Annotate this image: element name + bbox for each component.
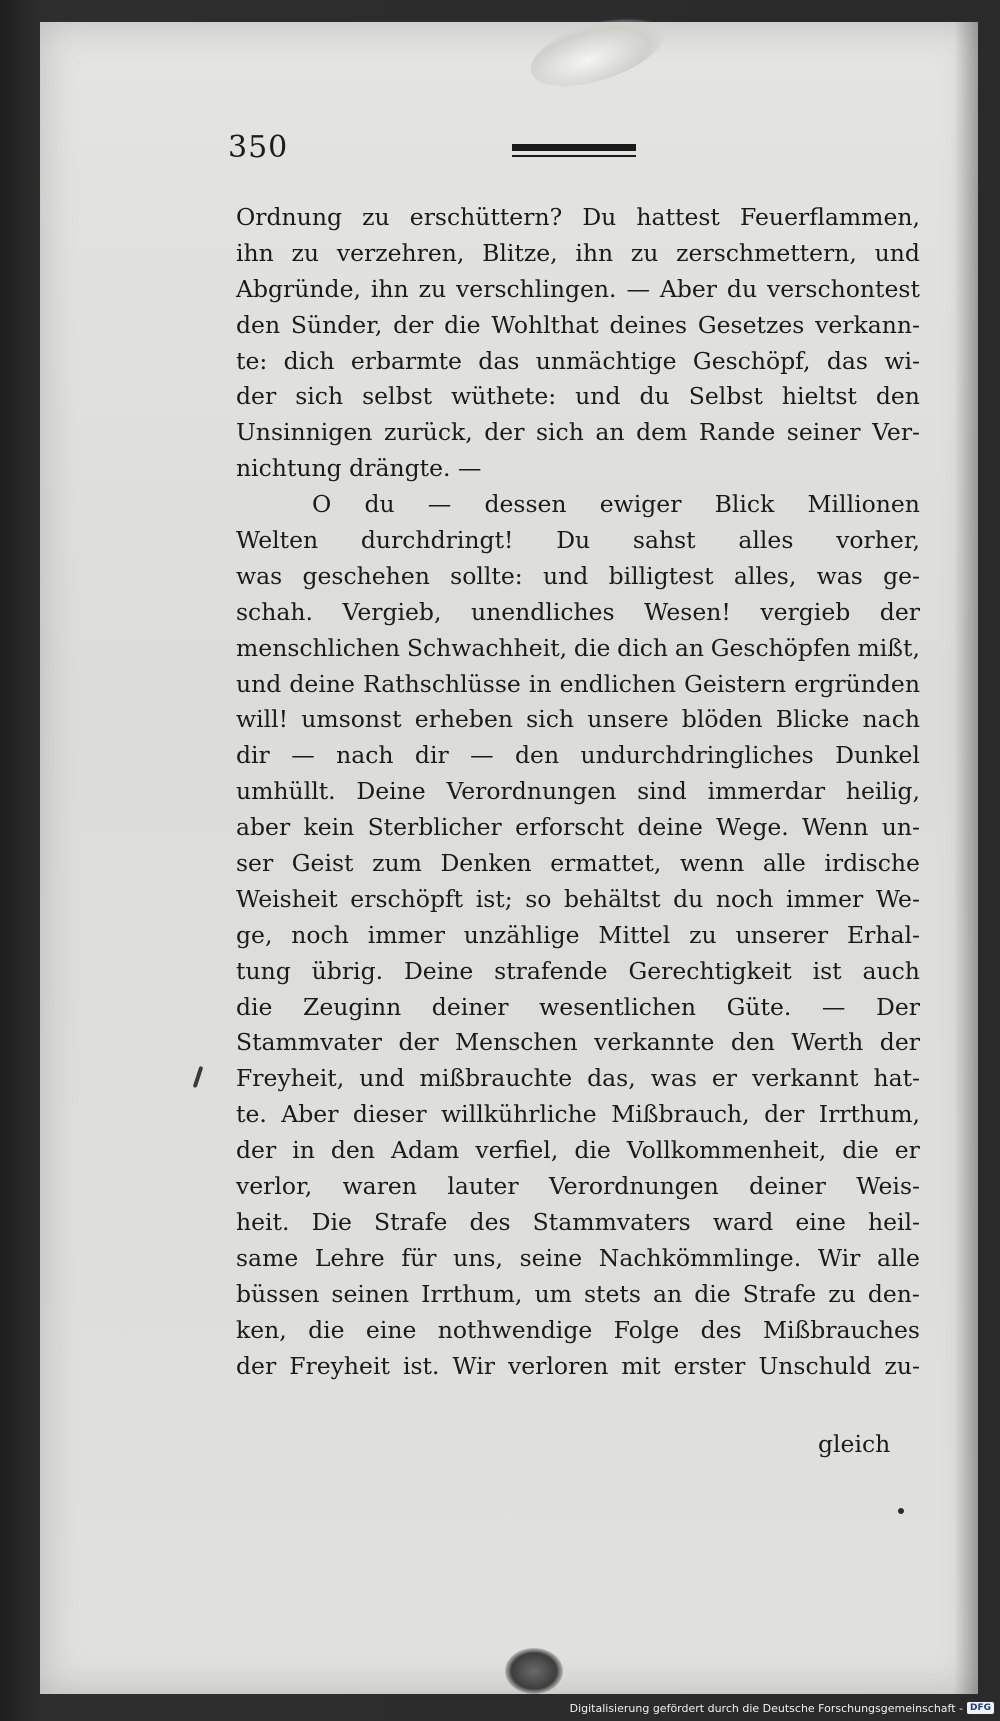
text-line: der sich selbst wüthete: und du Selbst hieltst den [236,382,920,411]
thumb-shadow-bottom [505,1648,563,1694]
credit-text: Digitalisierung gefördert durch die Deutsche Forschungsgemeinschaft - [569,1701,963,1715]
ornament-thin-bar [512,155,636,157]
text-line: Unsinnigen zurück, der sich an dem Rande seiner Ver- [236,418,920,447]
text-line: dir — nach dir — den undurchdringliches Dunkel [236,741,920,770]
text-line: die Zeuginn deiner wesentlichen Güte. — Der [236,992,920,1021]
dfg-logo: DFG [967,1702,994,1714]
digitization-credit [570,1699,994,1717]
text-line: ser Geist zum Denken ermattet, wenn alle irdische [236,849,920,878]
text-line: Ordnung zu erschüttern? Du hattest Feuerflammen, [236,203,920,231]
text-line: same Lehre für uns, seine Nachkömmlinge. Wir alle [236,1243,920,1272]
catchword: gleich [818,1430,891,1458]
text-line: und deine Rathschlüsse in endlichen Geistern ergründen [236,669,920,698]
text-line: Stammvater der Menschen verkannte den Werth der [236,1028,920,1057]
text-line: heit. Die Strafe des Stammvaters ward eine heil- [236,1207,920,1236]
header-ornament-rule [512,140,636,160]
body-text [236,200,920,1384]
text-line: was geschehen sollte: und billigtest alles, was ge- [236,561,920,590]
text-line: umhüllt. Deine Verordnungen sind immerdar heilig, [236,777,920,806]
text-line: will! umsonst erheben sich unsere blöden Blicke nach [236,705,920,734]
text-line: aber kein Sterblicher erforscht deine Wege. Wenn un- [236,813,920,842]
text-line: te. Aber dieser willkührliche Mißbrauch, der Irrthum, [236,1100,920,1129]
text-line: O du — dessen ewiger Blick Millionen [312,490,920,519]
text-line: verlor, waren lauter Verordnungen deiner Weis- [236,1172,920,1201]
text-line: nichtung drängte. — [236,454,482,483]
text-line: Abgründe, ihn zu verschlingen. — Aber du verschontest [236,274,920,303]
text-line: der in den Adam verfiel, die Vollkommenheit, die er [236,1136,920,1165]
ornament-thick-bar [512,144,636,151]
text-line: der Freyheit ist. Wir verloren mit erster Unschuld zu- [236,1351,920,1380]
text-line: menschlichen Schwachheit, die dich an Geschöpfen mißt, [236,633,920,662]
text-line: tung übrig. Deine strafende Gerechtigkeit ist auch [236,956,920,985]
text-line: ge, noch immer unzählige Mittel zu unserer Erhal- [236,920,920,949]
text-line: ihn zu verzehren, Blitze, ihn zu zerschmettern, und [236,238,920,267]
text-line: schah. Vergieb, unendliches Wesen! vergieb der [236,597,920,626]
ink-speck [898,1508,904,1514]
text-line: ken, die eine nothwendige Folge des Mißbrauches [236,1315,920,1344]
text-line: den Sünder, der die Wohlthat deines Gesetzes verkann- [236,310,920,339]
text-line: te: dich erbarmte das unmächtige Geschöpf, das wi- [236,346,920,375]
page-number: 350 [228,130,289,165]
text-line: Freyheit, und mißbrauchte das, was er verkannt hat- [236,1064,920,1093]
text-line: Weisheit erschöpft ist; so behältst du noch immer We- [236,884,920,913]
text-line: Welten durchdringt! Du sahst alles vorher, [236,526,920,555]
text-line: büssen seinen Irrthum, um stets an die Strafe zu den- [236,1279,920,1308]
